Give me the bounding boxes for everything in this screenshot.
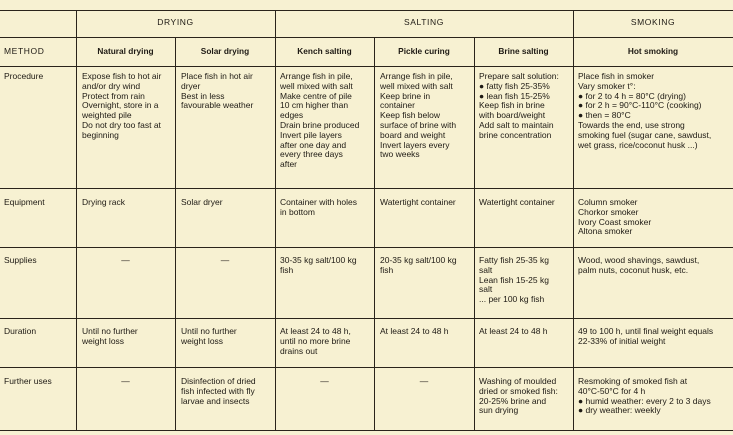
row-label-further-uses: Further uses: [4, 376, 52, 386]
supplies-natural-drying: —: [121, 255, 130, 265]
rule-method-col: [76, 10, 77, 430]
rule-kench-pickle: [374, 37, 375, 430]
column-kench-salting: Kench salting: [297, 46, 352, 56]
rule-procedure: [0, 188, 733, 189]
column-solar-drying: Solar drying: [200, 46, 250, 56]
row-label-supplies: Supplies: [4, 255, 37, 265]
procedure-kench-salting: Arrange fish in pile, well mixed with salt Make centre of pile 10 cm higher than edges Drain brine produced Invert pile layers after one day and every three days after: [280, 71, 360, 170]
supplies-hot-smoking: Wood, wood shavings, sawdust, palm nuts, coconut husk, etc.: [578, 255, 700, 275]
column-natural-drying: Natural drying: [97, 46, 154, 56]
rule-natural-solar: [175, 37, 176, 430]
further-uses-natural-drying: —: [121, 376, 130, 386]
duration-pickle-curing: At least 24 to 48 h: [380, 326, 449, 336]
row-label-procedure: Procedure: [4, 71, 44, 81]
equipment-solar-drying: Solar dryer: [181, 197, 223, 207]
group-smoking: SMOKING: [630, 17, 676, 27]
procedure-hot-smoking: Place fish in smoker Vary smoker t°: ● for 2 to 4 h = 80°C (drying) ● for 2 h = 90°C-110°C (cooking) ● then = 80°C Towards the end, use strong smoking fuel (sugar cane, sawdust, wet grass, rice/coconut husk ...): [578, 71, 712, 150]
supplies-brine-salting: Fatty fish 25-35 kg salt Lean fish 15-25 kg salt ... per 100 kg fish: [479, 255, 549, 305]
rule-group-header: [0, 37, 733, 38]
column-pickle-curing: Pickle curing: [398, 46, 450, 56]
row-label-duration: Duration: [4, 326, 37, 336]
rule-drying-salting: [275, 10, 276, 430]
rule-supplies: [0, 318, 733, 319]
row-label-equipment: Equipment: [4, 197, 45, 207]
duration-natural-drying: Until no further weight loss: [82, 326, 138, 346]
procedure-pickle-curing: Arrange fish in pile, well mixed with salt Keep brine in container Keep fish below surface of brine with board and weight Invert layers every two weeks: [380, 71, 457, 160]
further-uses-kench-salting: —: [320, 376, 329, 386]
equipment-pickle-curing: Watertight container: [380, 197, 456, 207]
rule-bottom: [0, 430, 733, 431]
column-hot-smoking: Hot smoking: [627, 46, 679, 56]
equipment-natural-drying: Drying rack: [82, 197, 125, 207]
procedure-natural-drying: Expose fish to hot air and/or dry wind Protect from rain Overnight, store in a weighted pile Do not dry too fast at beginning: [82, 71, 162, 140]
procedure-brine-salting: Prepare salt solution: ● fatty fish 25-35% ● lean fish 15-25% Keep fish in brine with board/weight Add salt to maintain brine concentration: [479, 71, 559, 140]
rule-pickle-brine: [474, 37, 475, 430]
further-uses-solar-drying: Disinfection of dried fish infected with fly larvae and insects: [181, 376, 256, 406]
duration-solar-drying: Until no further weight loss: [181, 326, 237, 346]
duration-hot-smoking: 49 to 100 h, until final weight equals 22-33% of initial weight: [578, 326, 714, 346]
group-drying: DRYING: [157, 17, 194, 27]
further-uses-brine-salting: Washing of moulded dried or smoked fish: 20-25% brine and sun drying: [479, 376, 558, 416]
supplies-solar-drying: —: [220, 255, 230, 265]
column-brine-salting: Brine salting: [498, 46, 549, 56]
group-salting: SALTING: [404, 17, 444, 27]
further-uses-pickle-curing: —: [419, 376, 429, 386]
procedure-solar-drying: Place fish in hot air dryer Best in less favourable weather: [181, 71, 254, 111]
duration-kench-salting: At least 24 to 48 h, until no more brine drains out: [280, 326, 351, 356]
further-uses-hot-smoking: Resmoking of smoked fish at 40°C-50°C for 4 h ● humid weather: every 2 to 3 days ● dry weather: weekly: [578, 376, 711, 416]
rule-equipment: [0, 247, 733, 248]
rule-salting-smoking: [573, 10, 574, 430]
column-method: METHOD: [4, 46, 45, 56]
supplies-pickle-curing: 20-35 kg salt/100 kg fish: [380, 255, 457, 275]
rule-column-header: [0, 66, 733, 67]
rule-top: [0, 10, 733, 11]
supplies-kench-salting: 30-35 kg salt/100 kg fish: [280, 255, 357, 275]
equipment-brine-salting: Watertight container: [479, 197, 555, 207]
rule-duration: [0, 367, 733, 368]
equipment-hot-smoking: Column smoker Chorkor smoker Ivory Coast smoker Altona smoker: [578, 197, 652, 237]
duration-brine-salting: At least 24 to 48 h: [479, 326, 548, 336]
equipment-kench-salting: Container with holes in bottom: [280, 197, 358, 217]
